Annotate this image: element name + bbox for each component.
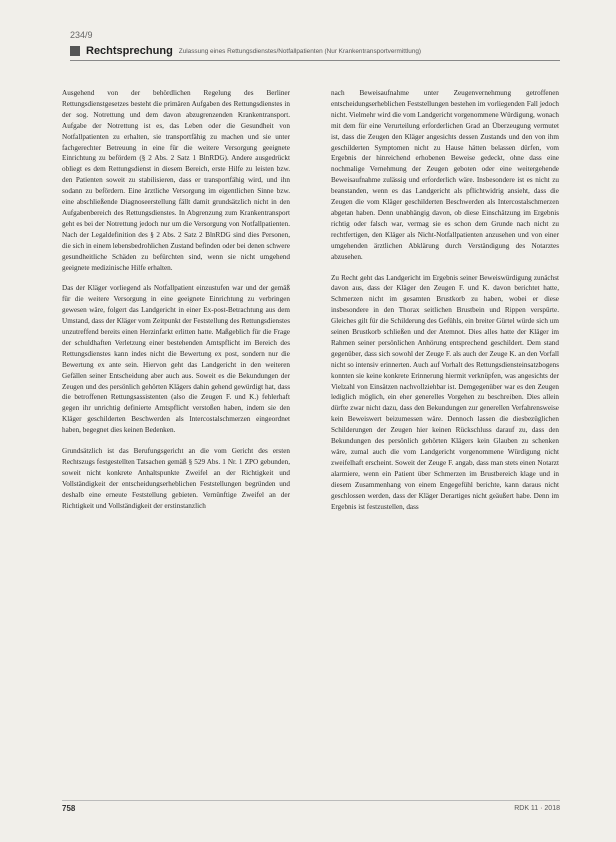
right-column [331, 88, 559, 522]
running-header [70, 44, 560, 58]
footer-rule [62, 800, 560, 801]
paragraph: Zu Recht geht das Landgericht im Ergebnis seiner Beweiswürdigung zunächst davon aus, dass der Kläger den Zeugen F. und K. davon berichtet hatte, Schmerzen nicht im gesamten Brustkorb zu haben, wobei er diese insbesondere in den Thorax seitlichen Brustbein und Rippen verspürte. Gleiches gilt für die Schilderung des Gefühls, ein breiter Gürtel würde sich um seinen Brustkorb schließen und der Atemnot. Dies alles hatte der Kläger im Rahmen seiner persönlichen Anhörung entsprechend geschildert. Dem stand gegenüber, dass sich sowohl der Zeuge F. als auch der Zeuge K. an den Vorfall nicht so intensiv erinnerten. Auch auf Vorhalt des Rettungsdiensteinsatzbogens konnten sie keine konkrete Erinnerung hiermit verknüpfen, was angesichts der Vielzahl von Einsätzen nachvollziehbar ist. Demgegenüber war es den Zeugen lediglich möglich, ein eher generelles Vorgehen zu beschreiben. Dies allein dürfte zwar nicht dazu, dass den Bekundungen zur generellen Verfahrensweise kein Beweiswert beizumessen wäre. Dennoch lassen die diesbezüglichen Schilderungen der Zeugen hier keinen Rückschluss darauf zu, dass den Bekundungen des persönlich gehörten Klägers kein Glauben zu schenken wäre, zumal auch die vom Landgericht vorgenommene Würdigung nicht zweifelhaft erscheint. Soweit der Zeuge F. angab, dass man stets einen Notarzt alarmiere, wenn ein Patient über Schmerzen im Brustbereich klage und in diesem Zusammenhang von einem Engegefühl berichte, kann daraus nicht geschlossen werden, dass der Kläger Derartiges nicht geäußert habe. Denn im Ergebnis ist festzustellen, dass [331, 273, 559, 511]
paragraph: Das der Kläger vorliegend als Notfallpatient einzustufen war und der gemäß für die weitere Versorgung in eine geeignete Einrichtung zu verbringen gewesen wäre, folgert das Landgericht in einer Ex-post-Betrachtung aus dem Umstand, dass der Kläger vom Zeitpunkt der Feststellung des Rettungsdienstes unzutreffend bereits einen Herzinfarkt erlitten hatte. Maßgeblich für die Frage der schuldhaften Verletzung einer bestehenden Amtspflicht im Bereich des Rettungsdienstes kann indes nicht die Bewertung ex post, sondern nur die Bewertung ex ante sein. Hiervon geht das Landgericht in den weiteren Gefällen seiner Entscheidung aber auch aus. Soweit es die Bekundungen der Zeugen und des persönlich gehörten Klägers dahin gehend gewürdigt hat, dass die betroffenen Rettungsassistenten (also die Zeugen F. und K.) fehlerhaft gegen ihr unrichtig definierte Amtspflicht verstoßen haben, indem sie den Kläger geschilderten Beschwerden als Intercostalschmerzen eingeordnet haben, begegnet dies keinen Bedenken. [62, 284, 290, 435]
paragraph: nach Beweisaufnahme unter Zeugenvernehmung getroffenen entscheidungserheblichen Feststellungen bestehen im vorliegenden Fall jedoch nicht. Vielmehr wird die vom Landgericht vorgenommene Würdigung, wonach mit dem für eine Verurteilung erforderlichen Grad an Überzeugung vermutet ist, dass die Zeugen den Kläger angesichts dessen Zustands und den von ihm geschilderten Symptomen nicht zu Hause hätten belassen dürfen, vom Ergebnis der hinreichend erhobenen Beweise gedeckt, ohne dass eine nochmalige Vernehmung der Zeugen geboten oder eine weitergehende Beweisaufnahme zulässig und erforderlich wäre. Insbesondere ist es nicht zu beanstanden, wenn es das Landgericht als pflichtwidrig ansieht, dass die Zeugen die vom Kläger geschilderten Beschwerden als Intercostalschmerzen abgetan haben. Denn unabhängig davon, ob diese Einschätzung im Ergebnis richtig oder falsch war, vermag sie es schon dem Grunde nach nicht zu rechtfertigen, den Kläger als Nicht-Notfallpatienten anzusehen und von einer umgehenden ärztlichen Abklärung durch Verständigung des Notarztes abzusehen. [331, 89, 559, 261]
page-id: 234/9 [70, 30, 93, 40]
page-number: 758 [62, 804, 76, 813]
journal-reference: RDK 11 · 2018 [514, 805, 560, 812]
section-marker [70, 46, 80, 56]
header-rule [70, 60, 560, 61]
section-subtitle: Zulassung eines Rettungsdienstes/Notfallpatienten (Nur Krankentransportvermittlung) [178, 47, 422, 55]
paragraph: Ausgehend von der behördlichen Regelung des Berliner Rettungsdienstgesetzes besteht die primären Aufgaben des Rettungsdienstes in der sog. Notrettung und dem davon abzugrenzenden Krankentransport. Aufgabe der Notrettung ist es, das Leben oder die Gesundheit von Notfallpatienten zu erhalten, sie transportfähig zu machen und sie unter fachgerechter Betreuung in eine für die weitere Versorgung geeignete Einrichtung zu befördern (§ 2 Abs. 2 Satz 1 BlnRDG). Andere ausgedrückt obliegt es dem Rettungsdienst in diesem Bereich, erste Hilfe zu leisten bzw. den Patienten soweit zu stabilisieren, dass er transportfähig wird, und ihn sodann zu befördern. Eine ärztliche Versorgung im eigentlichen Sinne bzw. eine abschließende Diagnoseerstellung fällt damit grundsätzlich nicht in den Aufgabenbereich des Rettungsdienstes. In Abgrenzung zum Krankentransport geht es bei der Notrettung jedoch nur um die Versorgung von Notfallpatienten. Nach der Legaldefinition des § 2 Abs. 2 Satz 2 BlnRDG sind dies Personen, die sich in einem lebensbedrohlichen Zustand befinden oder bei denen schwere gesundheitliche Schäden zu befürchten sind, wenn sie nicht umgehend geeignete medizinische Hilfe erhalten. [62, 89, 290, 272]
paragraph: Grundsätzlich ist das Berufungsgericht an die vom Gericht des ersten Rechtszugs festgestellten Tatsachen gemäß § 529 Abs. 1 Nr. 1 ZPO gebunden, soweit nicht konkrete Anhaltspunkte Zweifel an der Richtigkeit und Vollständigkeit der entscheidungserheblichen Feststellungen begründen und deshalb eine erneute Feststellung gebieten. Vernünftige Zweifel an der Richtigkeit und Vollständigkeit der erstinstanzlich [62, 447, 290, 510]
left-column [62, 88, 290, 522]
section-title: Rechtsprechung [86, 45, 173, 57]
